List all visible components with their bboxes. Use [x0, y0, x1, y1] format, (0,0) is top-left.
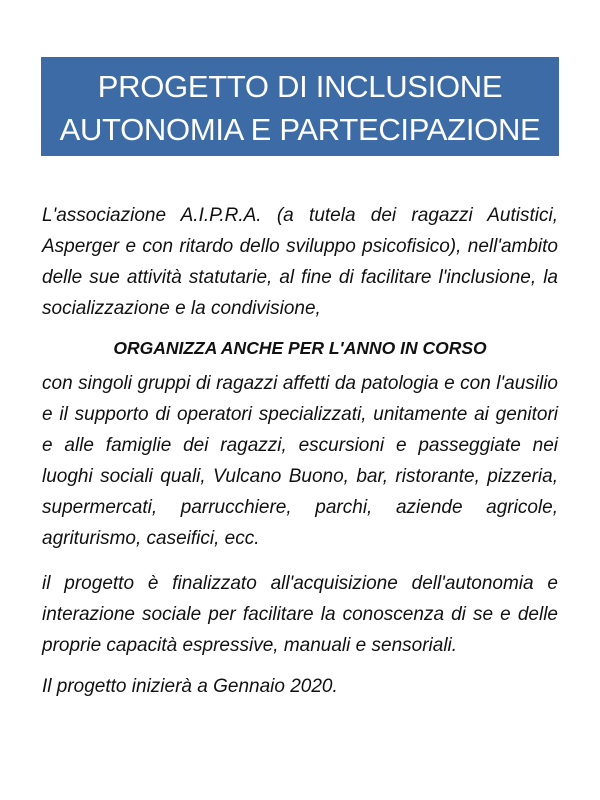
title-line-1: PROGETTO DI INCLUSIONE: [97, 68, 503, 104]
goal-paragraph: il progetto è finalizzato all'acquisizione dell'autonomia e interazione sociale per facilitare la conoscenza di se e delle proprie capacità espressive, manuali e sensoriali.: [42, 573, 558, 656]
intro-paragraph: L'associazione A.I.P.R.A. (a tutela dei ragazzi Autistici, Asperger e con ritardo dello sviluppo psicofisico), nell'ambito delle sue attività statutarie, al fine di facilitare l'inclusione, la socializzazione e la condivisione,: [42, 205, 558, 319]
title-banner: [41, 57, 559, 156]
start-date-paragraph: Il progetto inizierà a Gennaio 2020.: [42, 676, 338, 697]
activities-paragraph: con singoli gruppi di ragazzi affetti da patologia e con l'ausilio e il supporto di operatori specializzati, unitamente ai genitori e alle famiglie dei ragazzi, escursioni e passeggiate nei luoghi sociali quali, Vulcano Buono, bar, ristorante, pizzeria, supermercati, parrucchiere, parchi, aziende agricole, agriturismo, caseifici, ecc.: [42, 373, 558, 549]
section-heading: ORGANIZZA ANCHE PER L'ANNO IN CORSO: [113, 338, 487, 358]
title-line-2: AUTONOMIA E PARTECIPAZIONE: [59, 111, 541, 147]
document-body: [42, 200, 558, 702]
